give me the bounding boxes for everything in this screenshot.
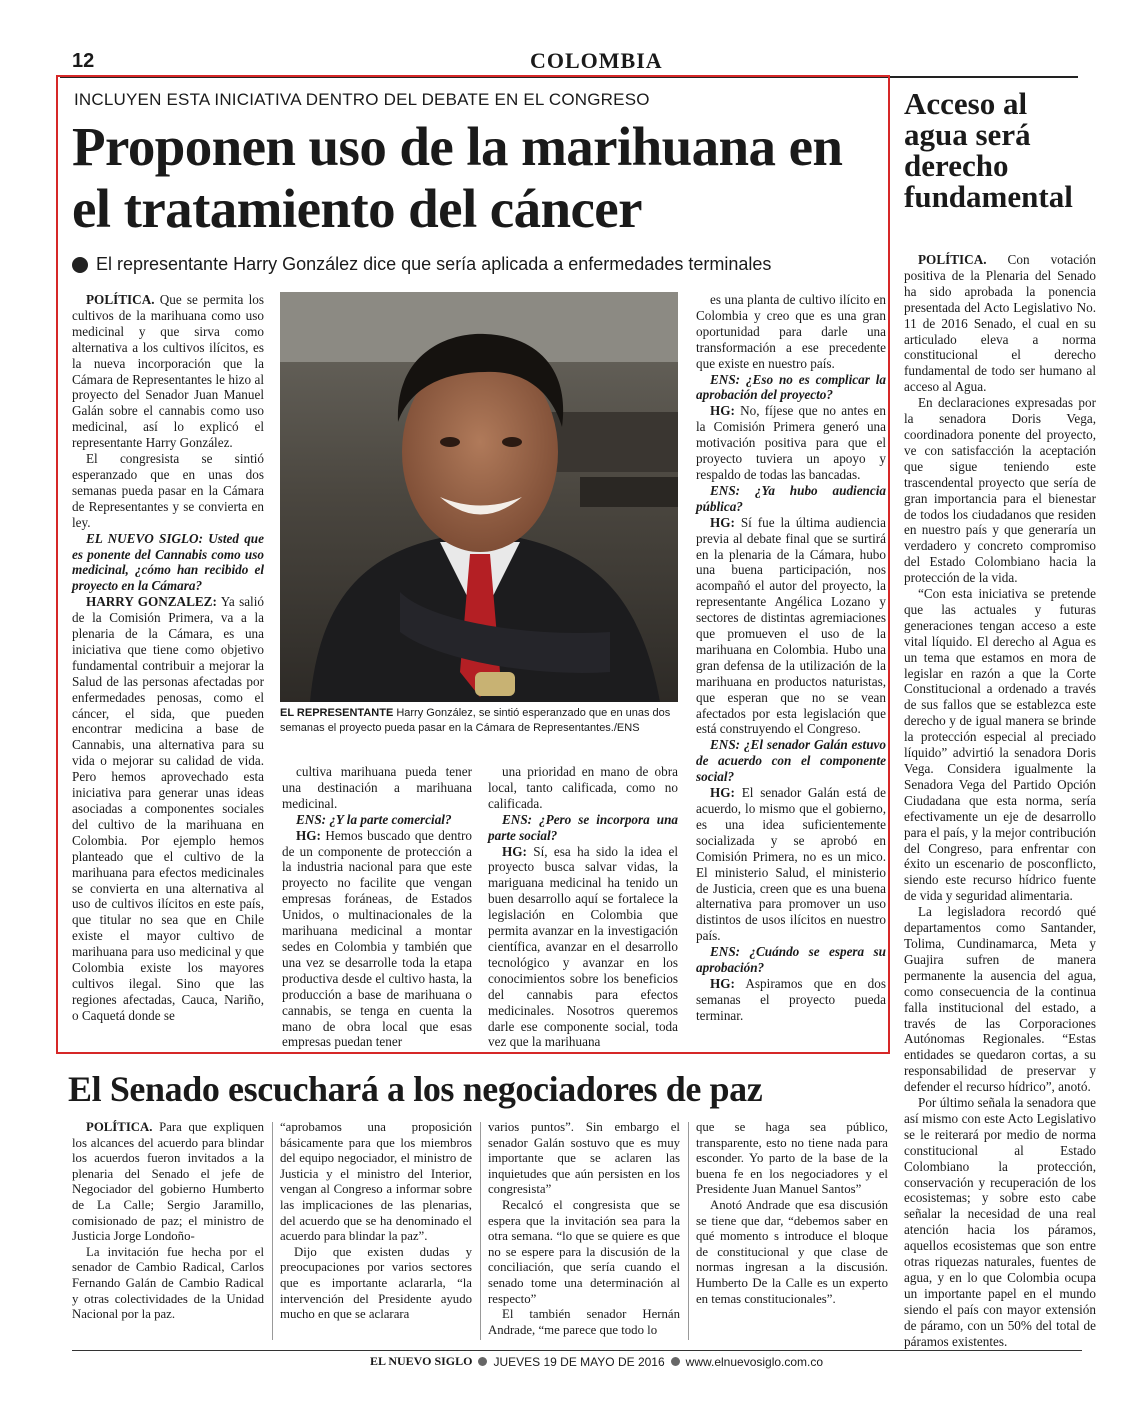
side-title-line: Acceso al [904,86,1028,121]
paragraph: El congresista se sintió esperanzado que en unas dos semanas pueda pasar en la Cámara de Representantes y se convierta en ley. [72,451,264,530]
second-article-column-4 [696,1120,888,1307]
speaker-label: HG: [296,827,321,843]
speaker-label: HG: [710,785,735,801]
interview-question: ENS: ¿Ya hubo audiencia pública? [696,482,886,514]
side-title-line: derecho [904,148,1009,183]
article-headline: Proponen uso de la marihuana en el tratamiento del cáncer [72,116,843,239]
column-divider [688,1122,689,1340]
interview-question: EL NUEVO SIGLO: Usted que es ponente del Cannabis como uso medicinal, ¿cómo han recibido el proyecto en la Cámara? [72,530,264,594]
interview-answer: Sí, esa ha sido la idea el proyecto busca salvar vidas, la mariguana medicinal ha tenido un buen desarrollo aquí se fortalece la legislación en Colombia que permita avanzar en la investigación científica, avanzar en el desarrollo tecnológico y avanzar en los conocimientos sobre los beneficios del cannabis para efectos medicinales. Nosotros queremos darle ese componente social, toda vez que la marihuana [488,843,678,1050]
caption-lead: EL REPRESENTANTE [280,707,394,719]
paragraph: Que se permita los cultivos de la marihuana como uso medicinal y que sirva como alternativa a los cultivos ilícitos, es la nueva incorporación que la Cámara de Representantes le hizo al proyecto del Senador Juan Manuel Galán sobre el cannabis como uso medicinal, así lo explicó el representante Harry González. [72,292,264,451]
footer-url[interactable]: www.elnuevosiglo.com.co [685,1354,824,1369]
paragraph: varios puntos”. Sin embargo el senador Galán sostuvo que es muy importante que se aclaren las inquietudes que aún persisten en los congresista” [488,1120,680,1197]
interview-question: ENS: ¿Pero se incorpora una parte social? [488,811,678,843]
interview-answer: Ya salió de la Comisión Primera, va a la plenaria de la Cámara, es una iniciativa que tiene como objetivo fundamental contribuir a mejorar la Salud de las personas afectadas por enfermedades penosas, como el cáncer, el sida, que pueden encontrar medicina a base de Cannabis, una alternativa para su vida o mejorar su calidad de vida. Pero hemos aprovechado esta iniciativa para generar unas ideas asociadas a componentes sociales del cultivo de la marihuana en Colombia. Por ejemplo hemos planteado que el cultivo de la marihuana para efectos medicinales se convierta en una alternativa al uso de cultivos ilícitos en este país, que titular no sea que en Chile existe el mayor cultivo de marihuana para uso medicinal y que Colombia existe los mayores cultivos ilegal. Sino que las regiones afectadas, Cauca, Nariño, o Caquetá donde se [72,594,264,1023]
second-article-headline: El Senado escuchará a los negociadores de paz [68,1069,763,1109]
speaker-label: HG: [502,843,527,859]
side-article-title [904,88,1100,212]
subhead-text: El representante Harry González dice que sería aplicada a enfermedades terminales [96,254,772,274]
paragraph: La invitación fue hecha por el senador de Cambio Radical, Carlos Fernando Galán de Cambio Radical y otras colectividades de la Unidad Nacional por la paz. [72,1244,264,1322]
interview-question: ENS: ¿Cuándo se espera su aprobación? [696,944,886,976]
paragraph: Para que expliquen los alcances del acuerdo para blindar los acuerdos fueron invitados a la plenaria del Senado el jefe de Negociador del gobierno Humberto de La Calle; Sergio Jaramillo, comisionado de paz; el ministro de Justicia Jorge Londoño- [72,1120,264,1244]
page-footer [370,1354,823,1369]
paragraph: Recalcó el congresista que se espera que la invitación sea para la otra semana. “lo que se quiere es que no se espere para la discusión de la conciliación, que sería cuando el senado tome una determinación al respecto” [488,1197,680,1306]
paragraph: En declaraciones expresadas por la senadora Doris Vega, coordinadora ponente del proyecto, ve con satisfacción la aceptación que sigue teniendo este trascendental proyecto que sería de gran importancia para el bienestar de todos los ciudadanos que residen en nuestro país y que generaría un verdadero y concreto compromiso del Estado Colombiano hacia la protección de la vida. [904,395,1096,586]
footer-rule [72,1350,1082,1351]
speaker-label: HARRY GONZALEZ: [86,594,217,610]
dateline: POLÍTICA. [918,252,987,267]
paragraph: una prioridad en mano de obra local, tanto calificada, como no calificada. [488,764,678,811]
paragraph: Anotó Andrade que esa discusión se tiene que dar, “debemos saber en qué momento s introduce el bloque de constitucional y que clase de normas ingresan a la discusión. Humberto De la Calle es un experto en temas constitucionales”. [696,1197,888,1306]
side-article-body [904,252,1096,1350]
column-divider [272,1122,273,1340]
paragraph: “aprobamos una proposición básicamente para que los miembros del equipo negociador, el ministro de Justicia y el ministro del Interior, vengan al Congreso a informar sobre las implicaciones de las plenarias, del acuerdo que se ha denominado el acuerdo para blindar la paz”. [280,1120,472,1244]
photo-caption [280,706,680,736]
interview-answer: Hemos buscado que dentro de un componente de protección a la industria nacional para que este proyecto no facilite que vengan empresas foráneas, de Estados Unidos, o multinacionales de la marihuana medicinal a montar sedes en Colombia y también que una vez se desarrolle toda la etapa productiva desde el cultivo hasta, la producción a base de marihuana o cannabis, se tenga en cuenta la mano de obra local que esas empresas puedan tener [282,827,472,1050]
dot-icon [478,1357,487,1366]
side-title-line: agua será [904,117,1031,152]
section-title: COLOMBIA [530,48,663,73]
portrait-photo [280,292,678,702]
paragraph: La legisladora recordó qué departamentos como Santander, Tolima, Cundinamarca, Meta y Guajira sufren de manera permanente la ausencia del agua, como consecuencia de la continua falla institucional del estado, a través de las Corporaciones Autónomas Regionales. “Estas entidades se quedaron cortas, a su responsabilidad de preservar y defender el recurso hídrico”, anotó. [904,904,1096,1095]
paragraph: El también senador Hernán Andrade, “me parece que todo lo [488,1307,680,1337]
paragraph: “Con esta iniciativa se pretende que las actuales y futuras generaciones tengan acceso a este vital líquido. El derecho al Agua es un tema que estamos en mora de legislar en razón a que la Corte Constitucional a ordenado a través de sus fallos que se establezca este derecho y de igual manera se brinde la protección especial al preciado líquido” advirtió la senadora Doris Vega. Considera igualmente la Senadora Vega del Partido Opción Ciudadana que esta norma, sería efectivamente un eje de desarrollo para el país, y la mejor contribución del Congreso, para enfrentar con éxito un escenario de posconflicto, siendo este recurso hídrico fuente de vida y seguridad alimentaria. [904,586,1096,904]
interview-answer: No, fíjese que no antes en la Comisión Primera generó una motivación positiva para que el proyecto tuviera un apoyo y respaldo de todas las bancadas. [696,403,886,482]
side-title-line: fundamental [904,179,1073,214]
article-column-4 [696,292,886,1024]
footer-date: JUEVES 19 DE MAYO DE 2016 [493,1354,665,1369]
article-column-3 [488,764,678,1050]
dateline: POLÍTICA. [86,1120,153,1134]
column-divider [480,1122,481,1340]
second-article-column-3 [488,1120,680,1338]
interview-answer: Sí fue la última audiencia previa al debate final que se surtirá en la plenaria de la Cámara, hubo una buena participación, nos acompañó el autor del proyecto, la representante Angélica Lozano y sectores de distintas agremiaciones que promueven el uso de la marihuana en Colombia. Hubo una gran defensa de la utilización de la marihuana en productos naturistas, que esperan que no se vean afectados por esta legislación que está construyendo el Congreso. [696,514,886,737]
article-column-2 [282,764,472,1050]
speaker-label: HG: [710,403,735,419]
page-number: 12 [72,50,95,72]
paragraph: Con votación positiva de la Plenaria del Senado ha sido aprobada la ponencia presentada del Acto Legislativo No. 11 de 2016 Senado, el cual en su articulado eleva a norma constitucional el derecho fundamental de todo ser humano al acceso al Agua. [904,252,1096,395]
paragraph: Dijo que existen dudas y preocupaciones por varios sectores que es importante aclararla, “la intervención del Presidente ayudo mucho en que se aclarara [280,1244,472,1322]
speaker-label: HG: [710,514,735,530]
interview-question: ENS: ¿Eso no es complicar la aprobación del proyecto? [696,371,886,403]
speaker-label: HG: [710,975,735,991]
second-article-column-1 [72,1120,264,1323]
interview-question: ENS: ¿El senador Galán estuvo de acuerdo con el componente social? [696,737,886,785]
paragraph: cultiva marihuana pueda tener una destinación a marihuana medicinal. [282,764,472,811]
paragraph: Por último señala la senadora que así mismo con este Acto Legislativo se le reiterará por medio de norma constitucional al Estado Colombiano la protección, conservación y recuperación de los ecosistemas; y sobre esto cabe señalar la necesidad de una real atención hacia los páramos, aquellos ecosistemas que son entre otras riquezas naturales, fuentes de agua, y en lo que Colombia ocupa un importante papel en el mundo siendo el país con mayor extensión de páramo, con un 50% del total de páramos existentes. [904,1095,1096,1349]
caption-text: Harry González, se sintió esperanzado que en unas dos semanas el proyecto pueda pasar en la Cámara de Representantes./ENS [280,707,671,734]
paragraph: que se haga sea público, transparente, esto no tiene nada para esconder. Yo parto de la base de la buena fe en los negociadores y el Presidente Juan Manuel Santos” [696,1120,888,1197]
article-column-1 [72,292,264,1024]
interview-answer: El senador Galán está de acuerdo, lo mismo que el gobierno, es una idea suficientemente socializada y se aprobó en Comisión Primera, no es un mico. El ministerio Salud, el ministerio de Justicia, creen que es una buena alternativa para promover un uso distintos de usos ilícitos en nuestro país. [696,785,886,944]
interview-question: ENS: ¿Y la parte comercial? [296,811,452,827]
footer-brand: EL NUEVO SIGLO [370,1354,473,1368]
bullet-icon [72,257,88,273]
paragraph: es una planta de cultivo ilícito en Colombia y creo que es una gran oportunidad para darle una transformación a ese precedente que existe en nuestro país. [696,292,886,371]
dot-icon [671,1357,680,1366]
second-article-column-2 [280,1120,472,1323]
interview-answer: Aspiramos que en dos semanas el proyecto pueda terminar. [696,975,886,1023]
article-kicker: INCLUYEN ESTA INICIATIVA DENTRO DEL DEBATE EN EL CONGRESO [74,90,650,109]
dateline: POLÍTICA. [86,292,155,307]
article-subhead [72,254,771,275]
